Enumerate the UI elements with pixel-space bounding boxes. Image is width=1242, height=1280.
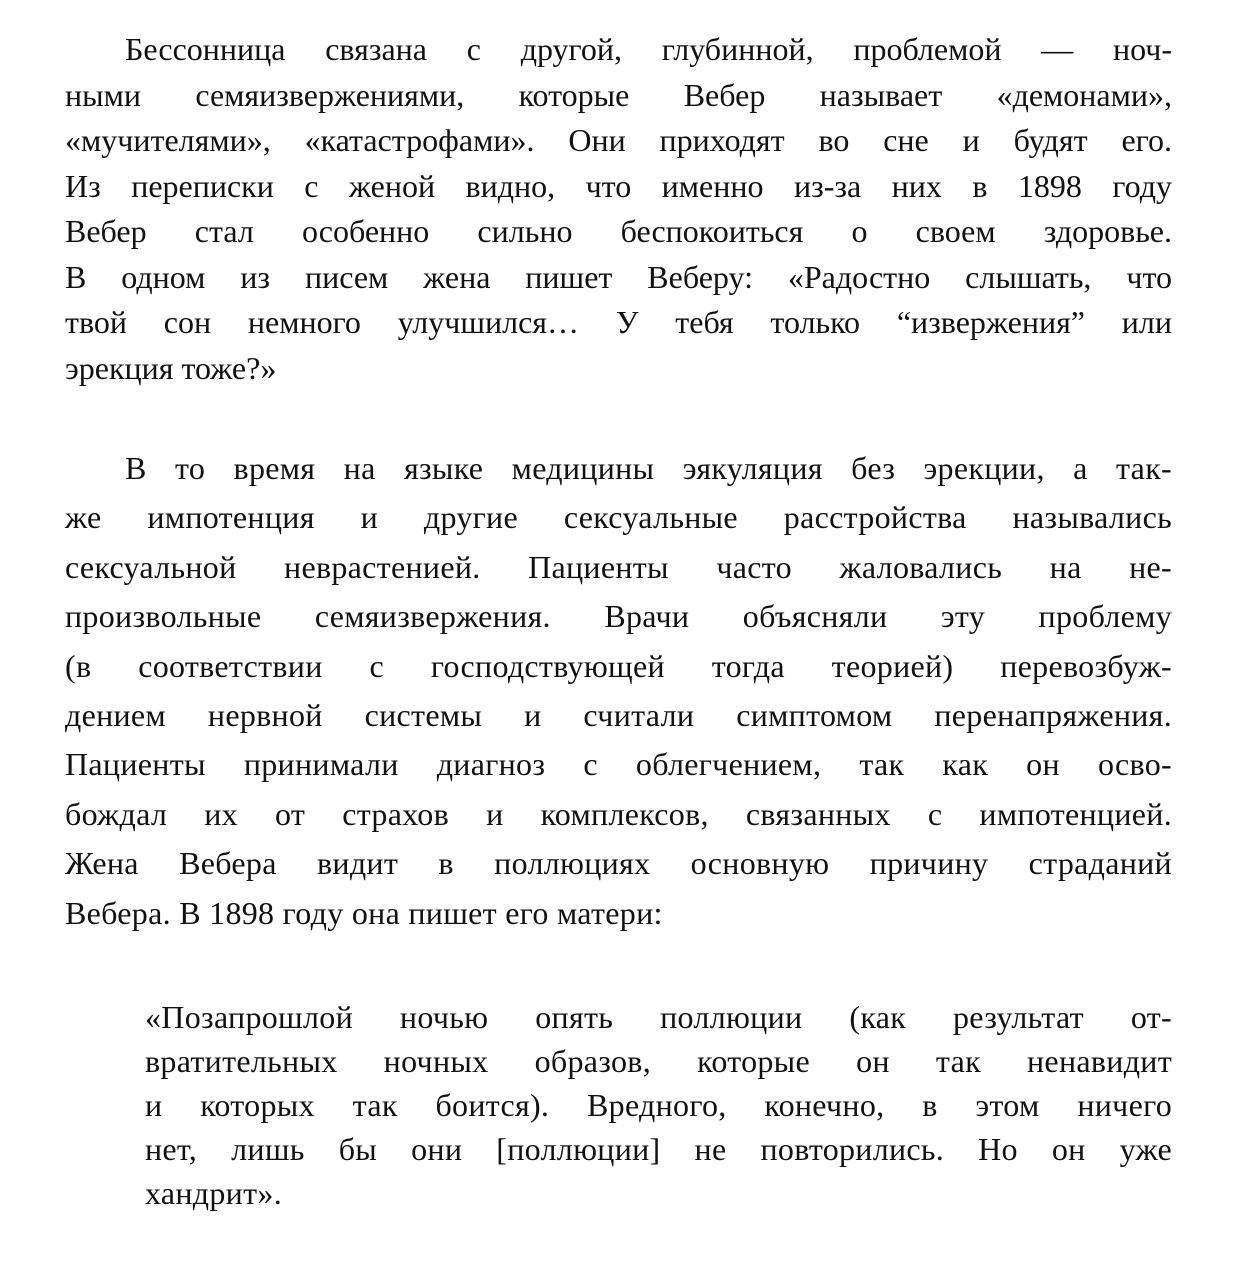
text-line: Жена Вебера видит в поллюциях основную причину страданий — [65, 845, 1172, 882]
text-line: вратительных ночных образов, которые он так ненавидит — [145, 1043, 1172, 1079]
text-line: «Позапрошлой ночью опять поллюции (как результат от- — [145, 999, 1172, 1035]
text-line: и которых так боится). Вредного, конечно, в этом ничего — [145, 1087, 1172, 1123]
text-line: Бессонница связана с другой, глубинной, проблемой — ноч- — [125, 31, 1172, 67]
text-line: В то время на языке медицины эякуляция без эрекции, а так- — [125, 450, 1172, 486]
paragraph-2 — [65, 444, 1172, 938]
text-line: сексуальной неврастенией. Пациенты часто жаловались на не- — [65, 548, 1172, 585]
text-line: бождал их от страхов и комплексов, связанных с импотенцией. — [65, 795, 1172, 832]
text-line: дением нервной системы и считали симптомом перенапряжения. — [65, 696, 1172, 733]
text-line: твой сон немного улучшился… У тебя только “извержения” или — [65, 304, 1172, 340]
text-line: Пациенты принимали диагноз с облегчением, так как он осво- — [65, 746, 1172, 783]
text-line: Вебер стал особенно сильно беспокоиться о своем здоровье. — [65, 213, 1172, 249]
text-line: ными семяизвержениями, которые Вебер называет «демонами», — [65, 76, 1172, 113]
paragraph-1 — [65, 27, 1172, 391]
text-line: «мучителями», «катастрофами». Они приходят во сне и будят его. — [65, 122, 1172, 158]
text-line: хандрит». — [145, 1175, 282, 1211]
text-line: нет, лишь бы они [поллюции] не повторились. Но он уже — [145, 1131, 1172, 1167]
text-line: произвольные семяизвержения. Врачи объясняли эту проблему — [65, 598, 1172, 635]
text-line: Вебера. В 1898 году она пишет его матери: — [65, 894, 663, 931]
text-line: эрекция тоже?» — [65, 349, 277, 386]
text-line: же импотенция и другие сексуальные расстройства назывались — [65, 499, 1172, 536]
text-line: В одном из писем жена пишет Веберу: «Радостно слышать, что — [65, 258, 1172, 295]
text-line: Из переписки с женой видно, что именно из-за них в 1898 году — [65, 167, 1172, 204]
text-line: (в соответствии с господствующей тогда теорией) перевозбуж- — [65, 647, 1172, 684]
block-quote — [145, 995, 1172, 1215]
